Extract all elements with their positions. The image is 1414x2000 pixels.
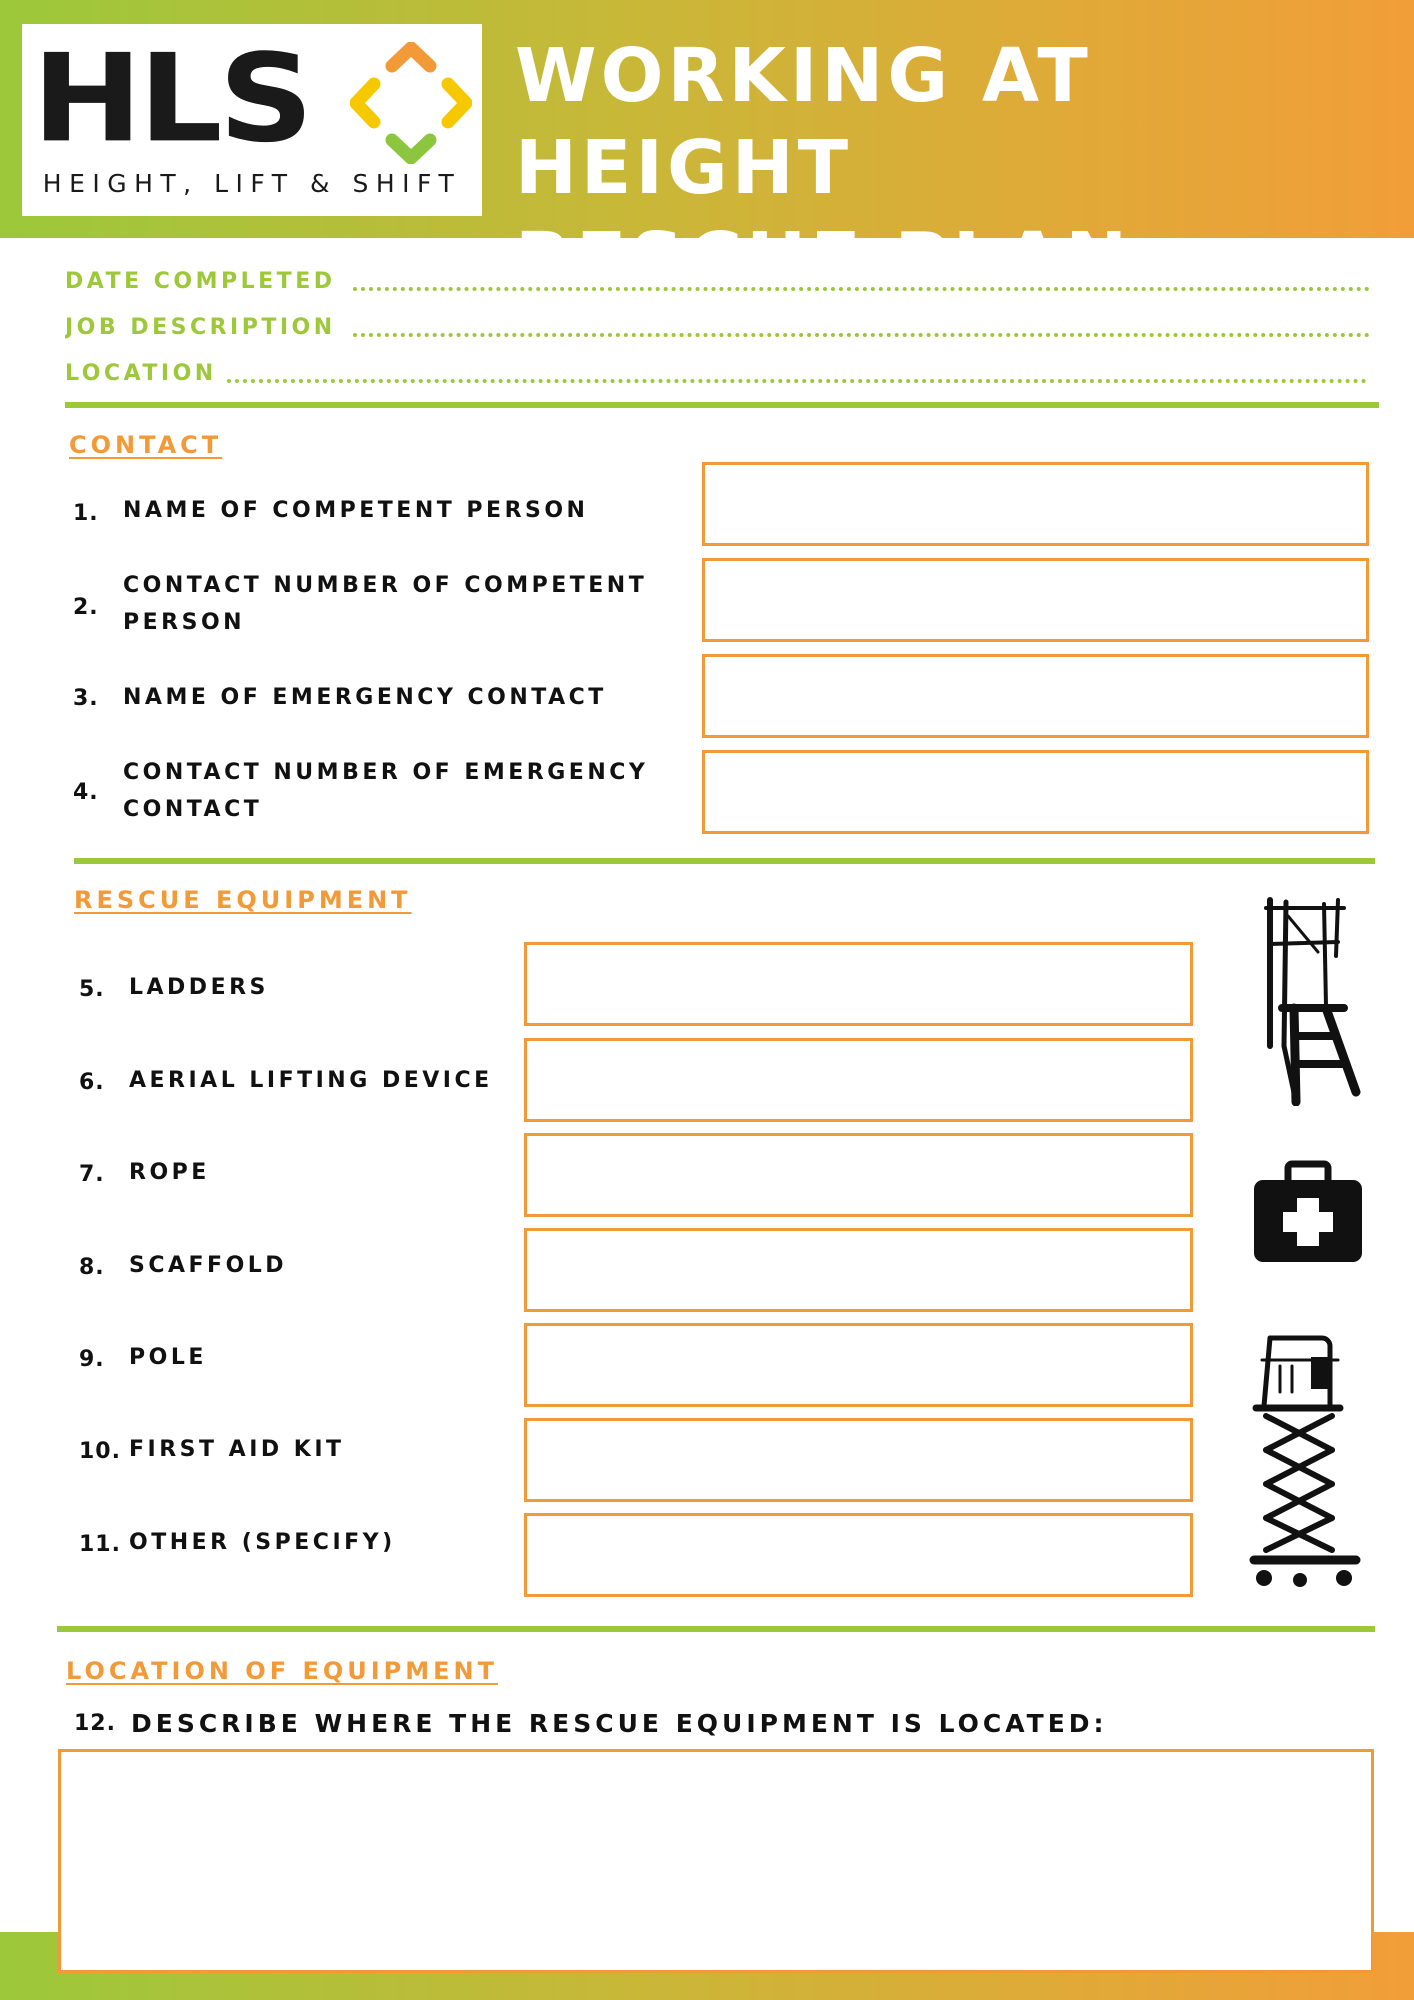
date-completed-dotted-line [353,287,1370,291]
label-line: CONTACT NUMBER OF EMERGENCY [123,760,649,785]
ladders-input[interactable] [524,942,1193,1026]
other-specify-input[interactable] [524,1513,1193,1597]
emergency-contact-number-input[interactable] [702,750,1369,834]
company-logo [22,24,482,216]
scissor-lift-icon [1248,1330,1362,1592]
logo-diamond-icon [350,42,472,164]
ladders-label: LADDERS [129,975,269,1000]
label-line: PERSON [123,610,246,635]
logo-tagline: HEIGHT, LIFT & SHIFT [42,169,462,198]
page-title [515,30,1405,306]
location-dotted-line [227,379,1367,383]
rope-input[interactable] [524,1133,1193,1217]
item-number: 8. [79,1255,105,1280]
pole-input[interactable] [524,1323,1193,1407]
emergency-contact-name-label [123,679,683,716]
contact-section-title: CONTACT [69,431,223,459]
item-number: 3. [73,686,99,711]
first-aid-kit-input[interactable] [524,1418,1193,1502]
location-of-equipment-section-title: LOCATION OF EQUIPMENT [66,1657,498,1685]
emergency-contact-number-label [123,754,693,828]
label-line: NAME OF EMERGENCY CONTACT [123,685,607,710]
item-number: 5. [79,977,105,1002]
competent-person-number-label [123,567,693,641]
job-description-label: JOB DESCRIPTION [65,315,336,340]
aerial-lifting-device-label: AERIAL LIFTING DEVICE [129,1068,493,1093]
other-specify-label: OTHER (SPECIFY) [129,1530,396,1555]
aerial-lifting-device-input[interactable] [524,1038,1193,1122]
divider [57,1626,1375,1632]
equipment-location-textarea[interactable] [58,1749,1374,1973]
item-number: 1. [73,501,99,526]
location-label: LOCATION [65,361,217,386]
item-number: 7. [79,1162,105,1187]
label-line: CONTACT NUMBER OF COMPETENT [123,573,648,598]
item-number: 12. [74,1711,116,1736]
competent-person-number-input[interactable] [702,558,1369,642]
item-number: 2. [73,595,99,620]
rope-label: ROPE [129,1160,210,1185]
first-aid-kit-label: FIRST AID KIT [129,1437,345,1462]
label-line: CONTACT [123,797,263,822]
logo-letters: HLS [32,28,310,170]
page-title-line-1: WORKING AT HEIGHT [515,33,1092,211]
emergency-contact-name-input[interactable] [702,654,1369,738]
item-number: 6. [79,1070,105,1095]
scaffold-label: SCAFFOLD [129,1253,288,1278]
equipment-location-prompt: DESCRIBE WHERE THE RESCUE EQUIPMENT IS LOCATED: [131,1709,1108,1738]
item-number: 10. [79,1439,121,1464]
platform-ladder-icon [1262,896,1362,1106]
item-number: 9. [79,1347,105,1372]
job-description-field[interactable] [65,313,1370,343]
divider [74,858,1375,864]
competent-person-name-label [123,492,683,529]
rescue-equipment-section-title: RESCUE EQUIPMENT [74,886,412,914]
date-completed-label: DATE COMPLETED [65,269,336,294]
item-number: 11. [79,1532,121,1557]
scaffold-input[interactable] [524,1228,1193,1312]
job-description-dotted-line [353,333,1370,337]
competent-person-name-input[interactable] [702,462,1369,546]
item-number: 4. [73,780,99,805]
date-completed-field[interactable] [65,267,1370,297]
location-field[interactable] [65,359,1370,389]
label-line: NAME OF COMPETENT PERSON [123,498,589,523]
pole-label: POLE [129,1345,207,1370]
divider [65,402,1379,408]
page-title-line-2: RESCUE PLAN [515,217,1132,303]
first-aid-kit-icon [1250,1160,1366,1266]
